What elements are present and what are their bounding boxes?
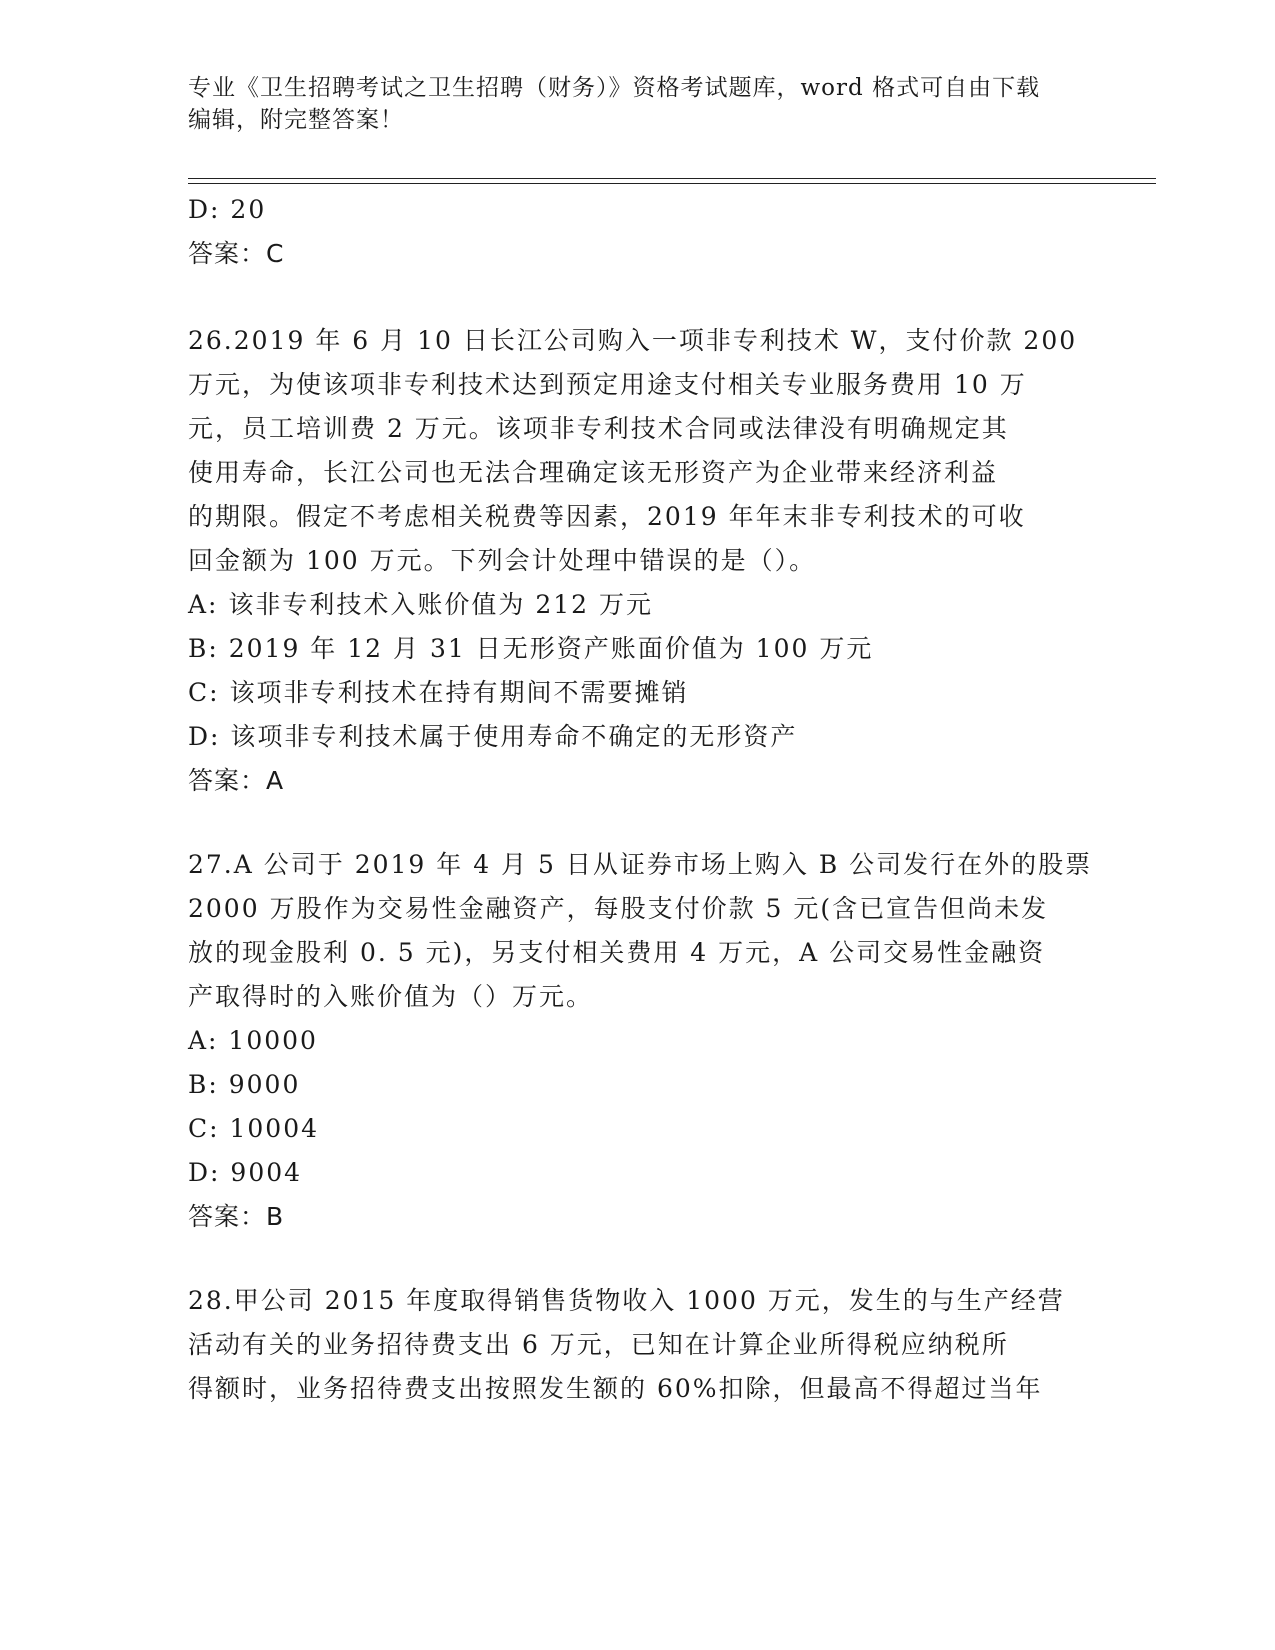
question-28-line: 28.甲公司 2015 年度取得销售货物收入 1000 万元，发生的与生产经营 — [188, 1286, 1065, 1315]
question-27-option-a: A: 10000 — [188, 1026, 318, 1055]
question-26-option-b: B: 2019 年 12 月 31 日无形资产账面价值为 100 万元 — [188, 634, 874, 663]
question-27-line: 产取得时的入账价值为（）万元。 — [188, 982, 594, 1011]
question-26-line: 回金额为 100 万元。下列会计处理中错误的是（）。 — [188, 546, 817, 575]
header-rule-top — [188, 178, 1156, 179]
header-rule-bottom — [188, 183, 1156, 184]
question-26-line: 元，员工培训费 2 万元。该项非专利技术合同或法律没有明确规定其 — [188, 414, 1009, 443]
question-26-option-d: D: 该项非专利技术属于使用寿命不确定的无形资产 — [188, 722, 798, 751]
question-27-line: 2000 万股作为交易性金融资产，每股支付价款 5 元(含已宣告但尚未发 — [188, 894, 1049, 923]
question-27-option-b: B: 9000 — [188, 1070, 301, 1099]
header-line-1: 专业《卫生招聘考试之卫生招聘（财务）》资格考试题库，word 格式可自由下载 — [188, 75, 1041, 101]
question-28-line: 得额时，业务招待费支出按照发生额的 60%扣除，但最高不得超过当年 — [188, 1374, 1043, 1403]
question-27-line: 27.A 公司于 2019 年 4 月 5 日从证券市场上购入 B 公司发行在外的股票 — [188, 850, 1093, 879]
question-26-line: 26.2019 年 6 月 10 日长江公司购入一项非专利技术 W，支付价款 200 — [188, 326, 1078, 355]
question-26-answer: 答案：A — [188, 766, 285, 795]
prev-option-d: D: 20 — [188, 195, 267, 224]
question-26-option-a: A: 该非专利技术入账价值为 212 万元 — [188, 590, 654, 619]
question-28-line: 活动有关的业务招待费支出 6 万元，已知在计算企业所得税应纳税所 — [188, 1330, 1009, 1359]
header-line-2: 编辑，附完整答案！ — [188, 107, 404, 133]
question-26-line: 使用寿命，长江公司也无法合理确定该无形资产为企业带来经济利益 — [188, 458, 999, 487]
question-27-line: 放的现金股利 0. 5 元)，另支付相关费用 4 万元，A 公司交易性金融资 — [188, 938, 1046, 967]
question-26-line: 万元，为使该项非专利技术达到预定用途支付相关专业服务费用 10 万 — [188, 370, 1027, 399]
question-27-option-c: C: 10004 — [188, 1114, 320, 1143]
prev-answer: 答案：C — [188, 239, 285, 268]
question-27-option-d: D: 9004 — [188, 1158, 303, 1187]
header-text — [188, 72, 1088, 136]
question-26-line: 的期限。假定不考虑相关税费等因素，2019 年年末非专利技术的可收 — [188, 502, 1026, 531]
question-27-answer: 答案：B — [188, 1202, 285, 1231]
question-26-option-c: C: 该项非专利技术在持有期间不需要摊销 — [188, 678, 689, 707]
